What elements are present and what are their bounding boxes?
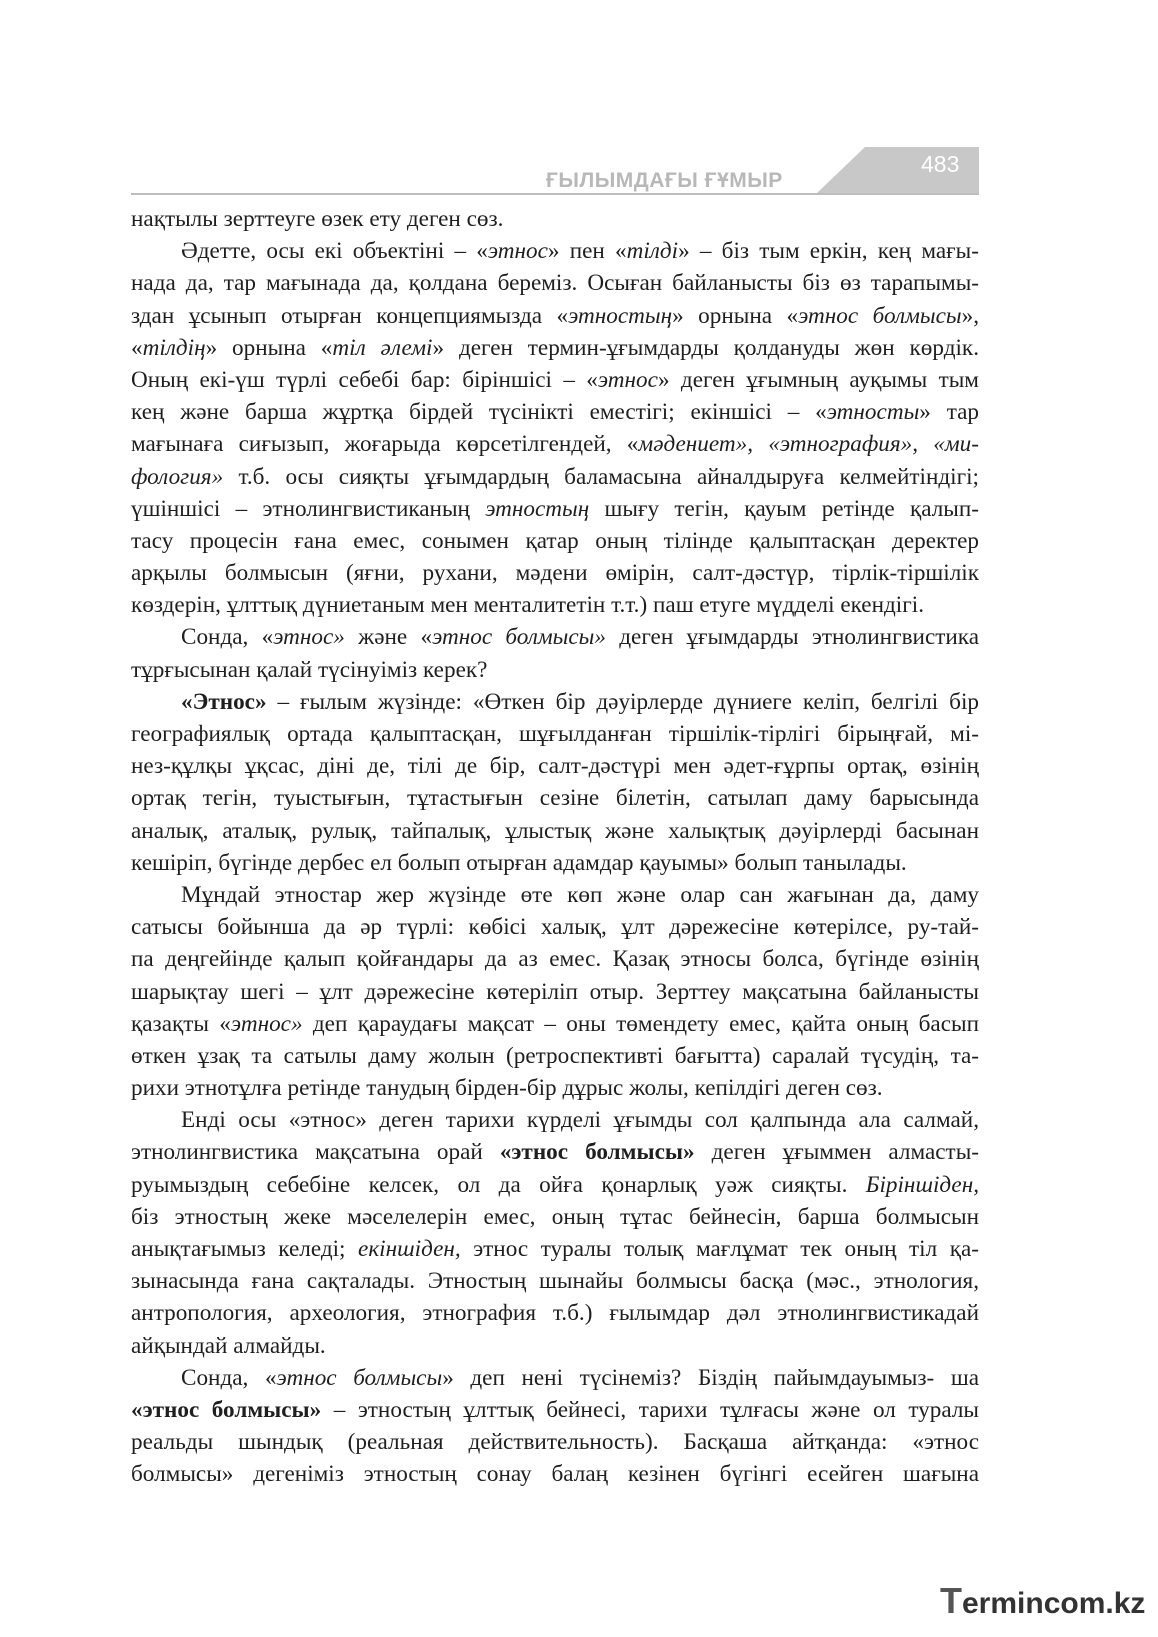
text-line: ортақ тегін, туыстығын, тұтастығын сезіне білетін, сатылап даму барысында: [131, 785, 979, 812]
text-line: па деңгейінде қалып қойғандары да аз емес. Қазақ этносы болса, бүгінде өзінің: [131, 946, 979, 973]
text-line: тұрғысынан қалай түсінуіміз керек?: [131, 656, 488, 683]
text-line: фология» т.б. осы сияқты ұғымдардың баламасына айналдыруға келмейтіндігі;: [131, 463, 979, 490]
text-line: кең және барша жұртқа бірдей түсінікті еместігі; екіншісі – «этносты» тар: [131, 399, 979, 426]
text-line: үшіншісі – этнолингвистиканың этностың шығу тегін, қауым ретінде қалып-: [131, 495, 979, 522]
text-line: сатысы бойынша да әр түрлі: көбісі халық, ұлт дәрежесіне көтерілсе, ру-тай-: [131, 914, 979, 941]
body-text: [131, 203, 979, 1491]
running-header: [131, 147, 979, 199]
text-line: Оның екі-үш түрлі себебі бар: біріншісі – «этнос» деген ұғымның ауқымы тым: [131, 366, 979, 393]
text-line: зынасында ғана сақталады. Этностың шынайы болмысы басқа (мәс., этнология,: [131, 1268, 979, 1295]
text-line: анықтағымыз келеді; екіншіден, этнос туралы толық мағлұмат тек оның тіл қа-: [131, 1236, 979, 1262]
text-line: болмысы» дегеніміз этностың сонау балаң кезінен бүгінгі есейген шағына: [131, 1461, 979, 1488]
text-line: айқындай алмайды.: [131, 1332, 326, 1359]
text-line: антропология, археология, этнография т.б.) ғылымдар дәл этнолингвистикадай: [131, 1300, 979, 1327]
watermark-logo: [940, 1580, 1145, 1622]
text-line: нақтылы зерттеуге өзек ету деген сөз.: [131, 206, 504, 232]
text-line: здан ұсынып отырған концепциямызда «этностың» орнына «этнос болмысы»,: [131, 302, 979, 329]
text-line: этнолингвистика мақсатына орай «этнос болмысы» деген ұғыммен алмасты-: [131, 1139, 979, 1166]
page-number: 483: [921, 151, 960, 177]
text-line: нада да, тар мағынада да, қолдана береміз. Осыған байланысты біз өз тарапымы-: [131, 270, 979, 297]
text-line: біз этностың жеке мәселелерін емес, оның тұтас бейнесін, барша болмысын: [131, 1203, 979, 1230]
text-line: Сонда, «этнос болмысы» деп нені түсінеміз? Біздің пайымдауымыз- ша: [181, 1364, 979, 1391]
text-line: шарықтау шегі – ұлт дәрежесіне көтеріліп отыр. Зерттеу мақсатына байланысты: [131, 978, 979, 1005]
watermark-text: ermincom.kz: [962, 1587, 1146, 1620]
text-line: тасу процесін ғана емес, сонымен қатар оның тілінде қалыптасқан деректер: [131, 527, 979, 554]
text-line: аналық, аталық, рулық, тайпалық, ұлыстық және халықтық дәуірлерді басынан: [131, 817, 979, 844]
text-line: арқылы болмысын (яғни, рухани, мәдени өмірін, салт-дәстүр, тірлік-тіршілік: [131, 560, 979, 587]
text-line: «тілдің» орнына «тіл әлемі» деген термин-ұғымдарды қолдануды жөн көрдік.: [131, 334, 979, 361]
text-line: Әдетте, осы екі объектіні – «этнос» пен «тілді» – біз тым еркін, кең мағы-: [181, 238, 979, 265]
text-line: географиялық ортада қалыптасқан, шұғылданған тіршілік-тірлігі бірыңғай, мі-: [131, 721, 979, 747]
header-rule: [131, 193, 979, 195]
text-line: руымыздың себебіне келсек, ол да ойға қонарлық уәж сияқты. Біріншіден,: [131, 1171, 979, 1198]
text-line: мағынаға сиғызып, жоғарыда көрсетілгендей, «мәдениет», «этнография», «ми-: [131, 431, 979, 458]
text-line: «Этнос» – ғылым жүзінде: «Өткен бір дәуірлерде дүниеге келіп, белгілі бір: [181, 688, 979, 715]
text-line: көздерін, ұлттық дүниетаным мен менталитетін т.т.) паш етуге мүдделі екендігі.: [131, 592, 924, 619]
text-line: Енді осы «этнос» деген тарихи күрделі ұғымды сол қалпында ала салмай,: [181, 1107, 979, 1134]
running-header-title: ҒЫЛЫМДАҒЫ ҒҰМЫР: [546, 169, 783, 192]
text-line: кешіріп, бүгінде дербес ел болып отырған адамдар қауымы» болып танылады.: [131, 849, 907, 876]
watermark-prefix: T: [940, 1580, 962, 1621]
text-line: реальды шындық (реальная действительность). Басқаша айтқанда: «этнос: [131, 1429, 979, 1456]
text-line: рихи этнотұлға ретінде танудың бірден-бір дұрыс жолы, кепілдігі деген сөз.: [131, 1075, 883, 1102]
text-line: өткен ұзақ та сатылы даму жолын (ретроспективті бағытта) саралай түсудің, та-: [131, 1042, 979, 1069]
text-line: Мұндай этностар жер жүзінде өте көп және олар сан жағынан да, даму: [181, 881, 979, 908]
text-line: қазақты «этнос» деп қараудағы мақсат – оны төмендету емес, қайта оның басып: [131, 1010, 979, 1037]
text-line: нез-құлқы ұқсас, діні де, тілі де бір, салт-дәстүрі мен әдет-ғұрпы ортақ, өзінің: [131, 753, 979, 780]
text-line: Сонда, «этнос» және «этнос болмысы» деген ұғымдарды этнолингвистика: [181, 624, 979, 651]
text-line: «этнос болмысы» – этностың ұлттық бейнесі, тарихи тұлғасы және ол туралы: [131, 1396, 979, 1423]
